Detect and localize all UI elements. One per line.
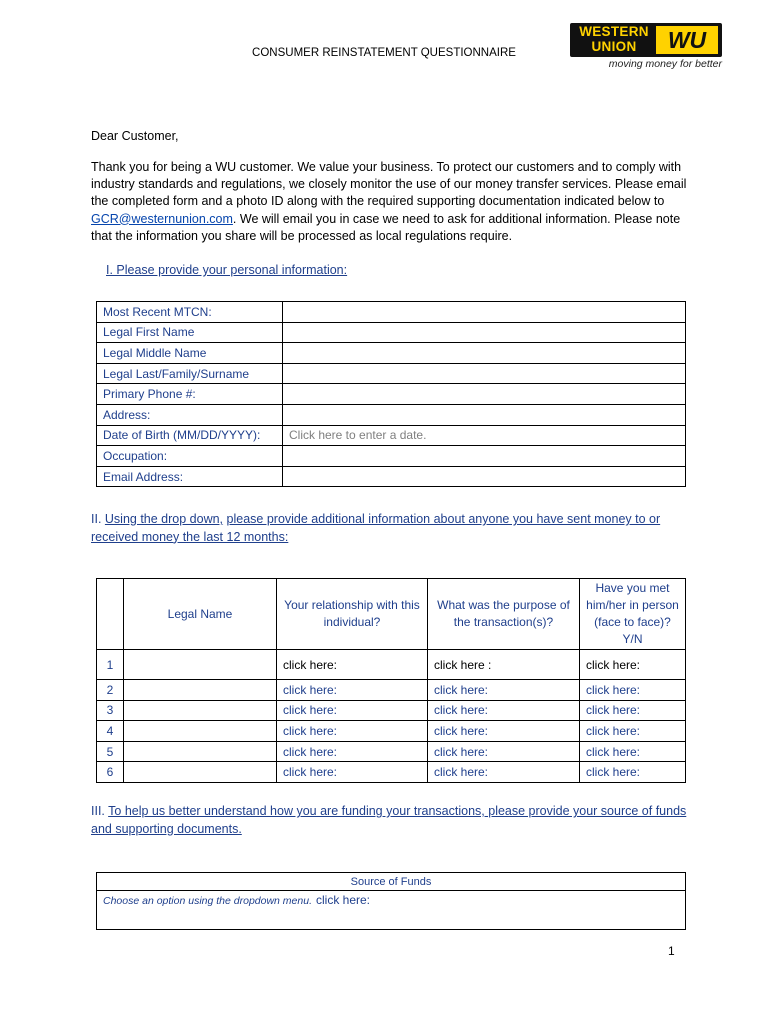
legal-name-input[interactable] [124,741,277,762]
contact-row [97,700,686,721]
section1-heading-text: I. Please provide your personal information: [106,263,348,277]
field-input[interactable] [283,343,686,364]
purpose-dropdown[interactable]: click here : [428,650,580,680]
met-in-person-dropdown[interactable]: click here: [580,680,686,701]
personal-info-row [97,425,686,446]
field-label: Address: [97,404,283,425]
purpose-dropdown[interactable]: click here: [428,741,580,762]
section3-heading-text: To help us better understand how you are funding your transactions, please provide your source of funds and supporting documents. [91,804,687,836]
relationship-dropdown[interactable]: click here: [277,650,428,680]
row-number: 4 [97,721,124,742]
source-of-funds-dropdown[interactable] [97,891,686,930]
legal-name-input[interactable] [124,700,277,721]
relationship-dropdown[interactable]: click here: [277,700,428,721]
field-label: Occupation: [97,446,283,467]
intro-paragraph [91,159,691,245]
field-input[interactable] [283,446,686,467]
page-number: 1 [668,944,675,958]
field-input[interactable] [283,466,686,487]
personal-info-table [96,301,686,487]
section1-heading [106,262,666,280]
intro-text-2: . We will email you in case we need to ask for additional information. Please note that the information you share will be processed as local regulations require. [91,211,681,243]
field-label: Email Address: [97,466,283,487]
field-input[interactable]: Click here to enter a date. [283,425,686,446]
greeting: Dear Customer, [91,129,179,143]
logo-word-line2: UNION [591,38,637,54]
met-in-person-dropdown[interactable]: click here: [580,721,686,742]
section2-heading [91,511,691,546]
contact-row [97,721,686,742]
contact-row [97,762,686,783]
contact-row [97,650,686,680]
source-of-funds-table [96,872,686,930]
row-number: 5 [97,741,124,762]
purpose-dropdown[interactable]: click here: [428,700,580,721]
relationship-dropdown[interactable]: click here: [277,680,428,701]
row-number: 3 [97,700,124,721]
met-in-person-dropdown[interactable]: click here: [580,700,686,721]
row-number: 2 [97,680,124,701]
field-input[interactable] [283,404,686,425]
purpose-dropdown[interactable]: click here: [428,721,580,742]
field-input[interactable] [283,302,686,323]
logo-badge [570,23,722,57]
field-label: Primary Phone #: [97,384,283,405]
legal-name-input[interactable] [124,762,277,783]
legal-name-input[interactable] [124,721,277,742]
contact-row [97,680,686,701]
logo-wu-mark: WU [656,26,718,54]
legal-name-input[interactable] [124,650,277,680]
relationship-dropdown[interactable]: click here: [277,741,428,762]
contacts-col-legal-name: Legal Name [124,579,277,650]
purpose-dropdown[interactable]: click here: [428,680,580,701]
contacts-col-purpose: What was the purpose of the transaction(s)? [428,579,580,650]
section2-heading-part2: please provide additional information about anyone you have sent money to or received money the last 12 months: [91,512,661,544]
contact-row [97,741,686,762]
logo-tagline: moving money for better [608,58,722,70]
field-input[interactable] [283,384,686,405]
row-number: 6 [97,762,124,783]
field-label: Legal First Name [97,322,283,343]
row-number: 1 [97,650,124,680]
contacts-table [96,578,686,783]
personal-info-row [97,384,686,405]
intro-text-1: Thank you for being a WU customer. We value your business. To protect our customers and to comply with industry standards and regulations, we closely monitor the use of our money transfer services. Please email the completed form and a photo ID along with the required supporting documentation indicated below to [91,160,687,209]
field-label: Legal Last/Family/Surname [97,363,283,384]
personal-info-row [97,466,686,487]
purpose-dropdown[interactable]: click here: [428,762,580,783]
field-label: Legal Middle Name [97,343,283,364]
relationship-dropdown[interactable]: click here: [277,721,428,742]
field-label: Date of Birth (MM/DD/YYYY): [97,425,283,446]
relationship-dropdown[interactable]: click here: [277,762,428,783]
legal-name-input[interactable] [124,680,277,701]
source-of-funds-click-here[interactable]: click here: [315,893,371,907]
section2-prefix: II. [91,512,105,526]
contacts-col-met: Have you met him/her in person (face to face)? Y/N [580,579,686,650]
personal-info-row [97,363,686,384]
source-of-funds-hint: Choose an option using the dropdown menu. [103,895,312,907]
field-label: Most Recent MTCN: [97,302,283,323]
field-input[interactable] [283,363,686,384]
personal-info-row [97,446,686,467]
contacts-col-relationship: Your relationship with this individual? [277,579,428,650]
met-in-person-dropdown[interactable]: click here: [580,762,686,783]
met-in-person-dropdown[interactable]: click here: [580,741,686,762]
source-of-funds-header: Source of Funds [97,873,686,891]
personal-info-row [97,404,686,425]
met-in-person-dropdown[interactable]: click here: [580,650,686,680]
personal-info-row [97,343,686,364]
document-title: CONSUMER REINSTATEMENT QUESTIONNAIRE [252,47,516,59]
field-input[interactable] [283,322,686,343]
logo-word-line1: WESTERN [579,24,649,39]
email-link[interactable]: GCR@westernunion.com [91,211,233,226]
logo-wordmark [576,25,652,54]
section3-prefix: III. [91,804,109,818]
personal-info-row [97,322,686,343]
personal-info-row [97,302,686,323]
section3-heading [91,803,691,838]
contacts-col-number [97,579,124,650]
western-union-logo [570,23,722,73]
section2-heading-part1: Using the drop down, [104,512,224,526]
